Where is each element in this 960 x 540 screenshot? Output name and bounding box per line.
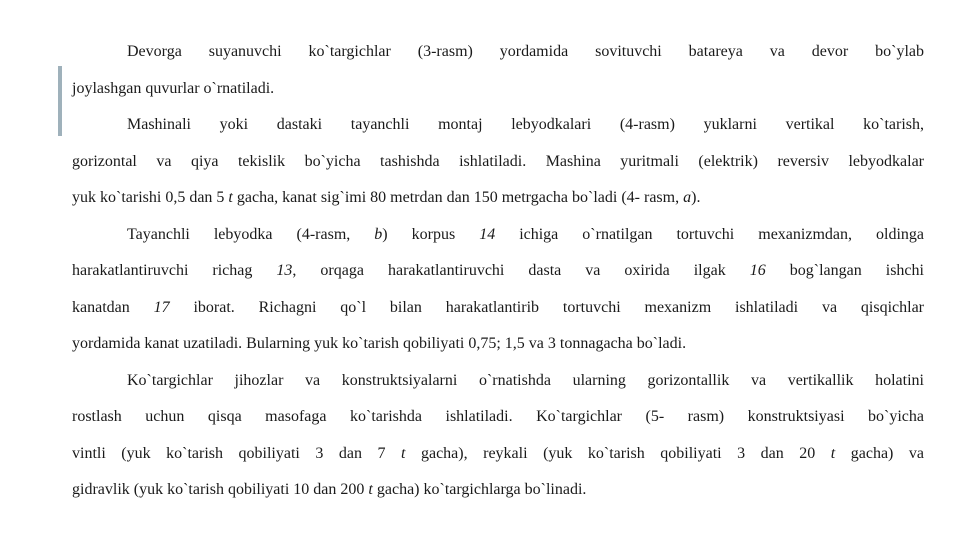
- text-run: vintli (yuk ko`tarish qobiliyati 3 dan 7: [72, 444, 402, 462]
- text-run: gacha), reykali (yuk ko`tarish qobiliyati 3 dan 20: [405, 444, 831, 462]
- accent-bar: [58, 66, 62, 136]
- text-line: [72, 180, 924, 217]
- italic-run: t: [368, 481, 373, 498]
- text-line: [72, 290, 924, 327]
- text-line: Ko`targichlar jihozlar va konstruktsiyalarni o`rnatishda ularning gorizontallik va vertikallik holatini: [127, 371, 924, 389]
- text-line: gorizontal va qiya tekislik bo`yicha tashishda ishlatiladi. Mashina yuritmali (elektrik) reversiv lebyodkalar: [72, 152, 924, 170]
- text-line: Devorga suyanuvchi ko`targichlar (3-rasm) yordamida sovituvchi batareya va devor bo`ylab: [127, 43, 924, 60]
- text-line: Mashinali yoki dastaki tayanchli montaj lebyodkalari (4-rasm) yuklarni vertikal ko`tarish,: [127, 116, 924, 133]
- text-line: joylashgan quvurlar o`rnatiladi.: [72, 79, 275, 97]
- text-run: , orqaga harakatlantiruvchi dasta va oxirida ilgak: [292, 262, 750, 279]
- text-run: ichiga o`rnatilgan tortuvchi mexanizmdan, oldinga: [495, 225, 924, 243]
- text-line: rostlash uchun qisqa masofaga ko`tarishda ishlatiladi. Ko`targichlar (5- rasm) konstruktsiyasi bo`yicha: [72, 408, 924, 425]
- text-run: kanatdan: [72, 298, 154, 316]
- text-line: [72, 436, 924, 473]
- text-run: gacha) va: [835, 444, 924, 462]
- text-run: gacha) ko`targichlarga bo`linadi.: [372, 481, 587, 498]
- text-run: bog`langan ishchi: [765, 262, 924, 279]
- italic-run: t: [830, 444, 836, 462]
- document-body: [72, 34, 924, 509]
- text-run: harakatlantiruvchi richag: [72, 262, 277, 279]
- italic-run: 17: [153, 298, 170, 316]
- text-line: [72, 217, 924, 254]
- italic-run: 13: [276, 262, 293, 279]
- text-line: [72, 472, 924, 509]
- text-run: gacha, kanat sig`imi 80 metrdan dan 150 metrgacha bo`ladi (4- rasm,: [232, 189, 684, 206]
- text-line: [72, 253, 924, 290]
- text-run: ) korpus: [382, 225, 480, 243]
- text-run: gidravlik (yuk ko`tarish qobiliyati 10 dan 200: [72, 481, 369, 498]
- text-run: Tayanchli lebyodka (4-rasm,: [127, 225, 375, 243]
- italic-run: a: [683, 189, 692, 206]
- italic-run: b: [374, 225, 383, 243]
- italic-run: 14: [479, 225, 496, 243]
- text-run: yuk ko`tarishi 0,5 dan 5: [72, 189, 229, 206]
- text-line: yordamida kanat uzatiladi. Bularning yuk ko`tarish qobiliyati 0,75; 1,5 va 3 tonnagacha bo`ladi.: [72, 335, 687, 352]
- text-run: ).: [691, 189, 701, 206]
- text-run: iborat. Richagni qo`l bilan harakatlantirib tortuvchi mexanizm ishlatiladi va qisqichlar: [169, 298, 925, 316]
- italic-run: t: [228, 189, 233, 206]
- italic-run: 16: [749, 262, 766, 279]
- italic-run: t: [401, 444, 406, 462]
